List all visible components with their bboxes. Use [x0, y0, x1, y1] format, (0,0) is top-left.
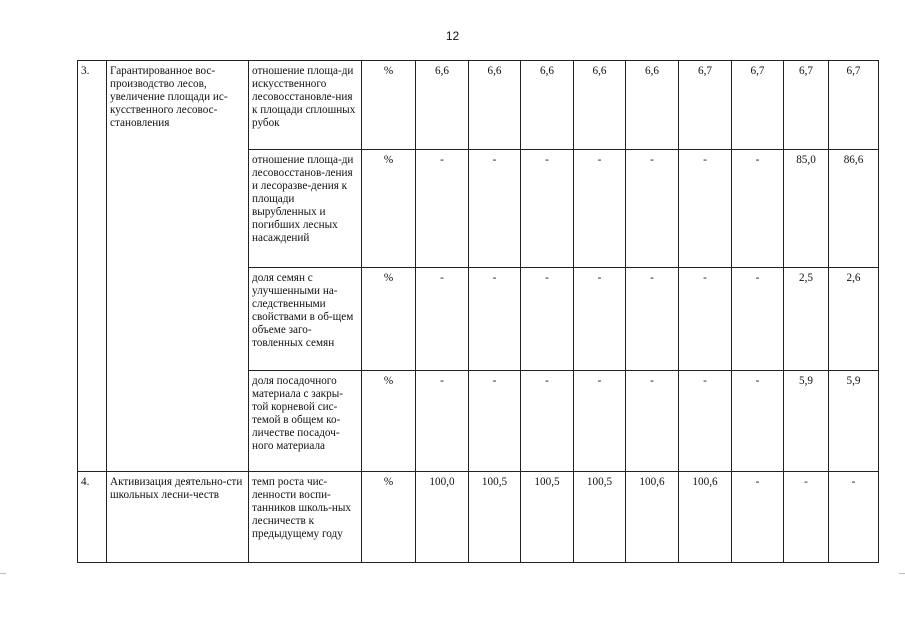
value-cell: 5,9 — [784, 371, 829, 472]
value-cell: 6,7 — [784, 61, 829, 150]
value-cell: - — [521, 150, 574, 268]
value-cell: 6,7 — [829, 61, 879, 150]
value-cell: 6,7 — [679, 61, 732, 150]
value-cell: - — [521, 371, 574, 472]
indicator-cell: доля посадочного материала с закры-той корневой сис-темой в общем ко-личестве посадоч-ного материала — [249, 371, 362, 472]
activity-cell: Гарантированное вос-производство лесов, увеличение площади ис-кусственного лесовос-становления — [107, 61, 249, 472]
page-edge-marks — [0, 573, 905, 574]
unit-cell: % — [362, 268, 416, 371]
value-cell: - — [416, 371, 469, 472]
value-cell: - — [626, 268, 679, 371]
value-cell: 5,9 — [829, 371, 879, 472]
unit-cell: % — [362, 150, 416, 268]
value-cell: - — [732, 472, 784, 563]
value-cell: - — [679, 150, 732, 268]
indicators-table — [77, 60, 879, 563]
value-cell: - — [626, 371, 679, 472]
unit-cell: % — [362, 472, 416, 563]
table-row — [78, 61, 879, 150]
value-cell: 6,6 — [626, 61, 679, 150]
value-cell: 2,5 — [784, 268, 829, 371]
value-cell: - — [574, 371, 626, 472]
value-cell: - — [679, 268, 732, 371]
value-cell: - — [784, 472, 829, 563]
value-cell: 100,0 — [416, 472, 469, 563]
unit-cell: % — [362, 61, 416, 150]
indicator-cell: отношение площа-ди лесовосстанов-ления и лесоразве-дения к площади вырубленных и погибших лесных насаждений — [249, 150, 362, 268]
value-cell: - — [469, 150, 521, 268]
value-cell: - — [732, 268, 784, 371]
value-cell: 100,6 — [626, 472, 679, 563]
edge-mark — [899, 573, 905, 574]
value-cell: 6,6 — [416, 61, 469, 150]
value-cell: - — [469, 268, 521, 371]
value-cell: - — [732, 371, 784, 472]
value-cell: - — [626, 150, 679, 268]
value-cell: 6,7 — [732, 61, 784, 150]
page-number: 12 — [445, 29, 460, 43]
value-cell: - — [469, 371, 521, 472]
value-cell: - — [416, 150, 469, 268]
edge-mark — [0, 573, 6, 574]
value-cell: - — [574, 268, 626, 371]
value-cell: 2,6 — [829, 268, 879, 371]
row-number-cell: 4. — [78, 472, 107, 563]
value-cell: - — [416, 268, 469, 371]
value-cell: 6,6 — [521, 61, 574, 150]
indicator-cell: отношение площа-ди искусственного лесовосстановле-ния к площади сплошных рубок — [249, 61, 362, 150]
value-cell: 100,5 — [574, 472, 626, 563]
indicator-cell: темп роста чис-ленности воспи-танников школь-ных лесничеств к предыдущему году — [249, 472, 362, 563]
value-cell: 86,6 — [829, 150, 879, 268]
value-cell: - — [829, 472, 879, 563]
value-cell: - — [679, 371, 732, 472]
value-cell: 6,6 — [469, 61, 521, 150]
value-cell: 100,5 — [521, 472, 574, 563]
value-cell: - — [574, 150, 626, 268]
table-row — [78, 472, 879, 563]
value-cell: 100,6 — [679, 472, 732, 563]
activity-cell: Активизация деятельно-сти школьных лесни-честв — [107, 472, 249, 563]
unit-cell: % — [362, 371, 416, 472]
value-cell: 6,6 — [574, 61, 626, 150]
value-cell: - — [732, 150, 784, 268]
value-cell: 100,5 — [469, 472, 521, 563]
value-cell: - — [521, 268, 574, 371]
indicator-cell: доля семян с улучшенными на-следственными свойствами в об-щем объеме заго-товленных семян — [249, 268, 362, 371]
row-number-cell: 3. — [78, 61, 107, 472]
value-cell: 85,0 — [784, 150, 829, 268]
